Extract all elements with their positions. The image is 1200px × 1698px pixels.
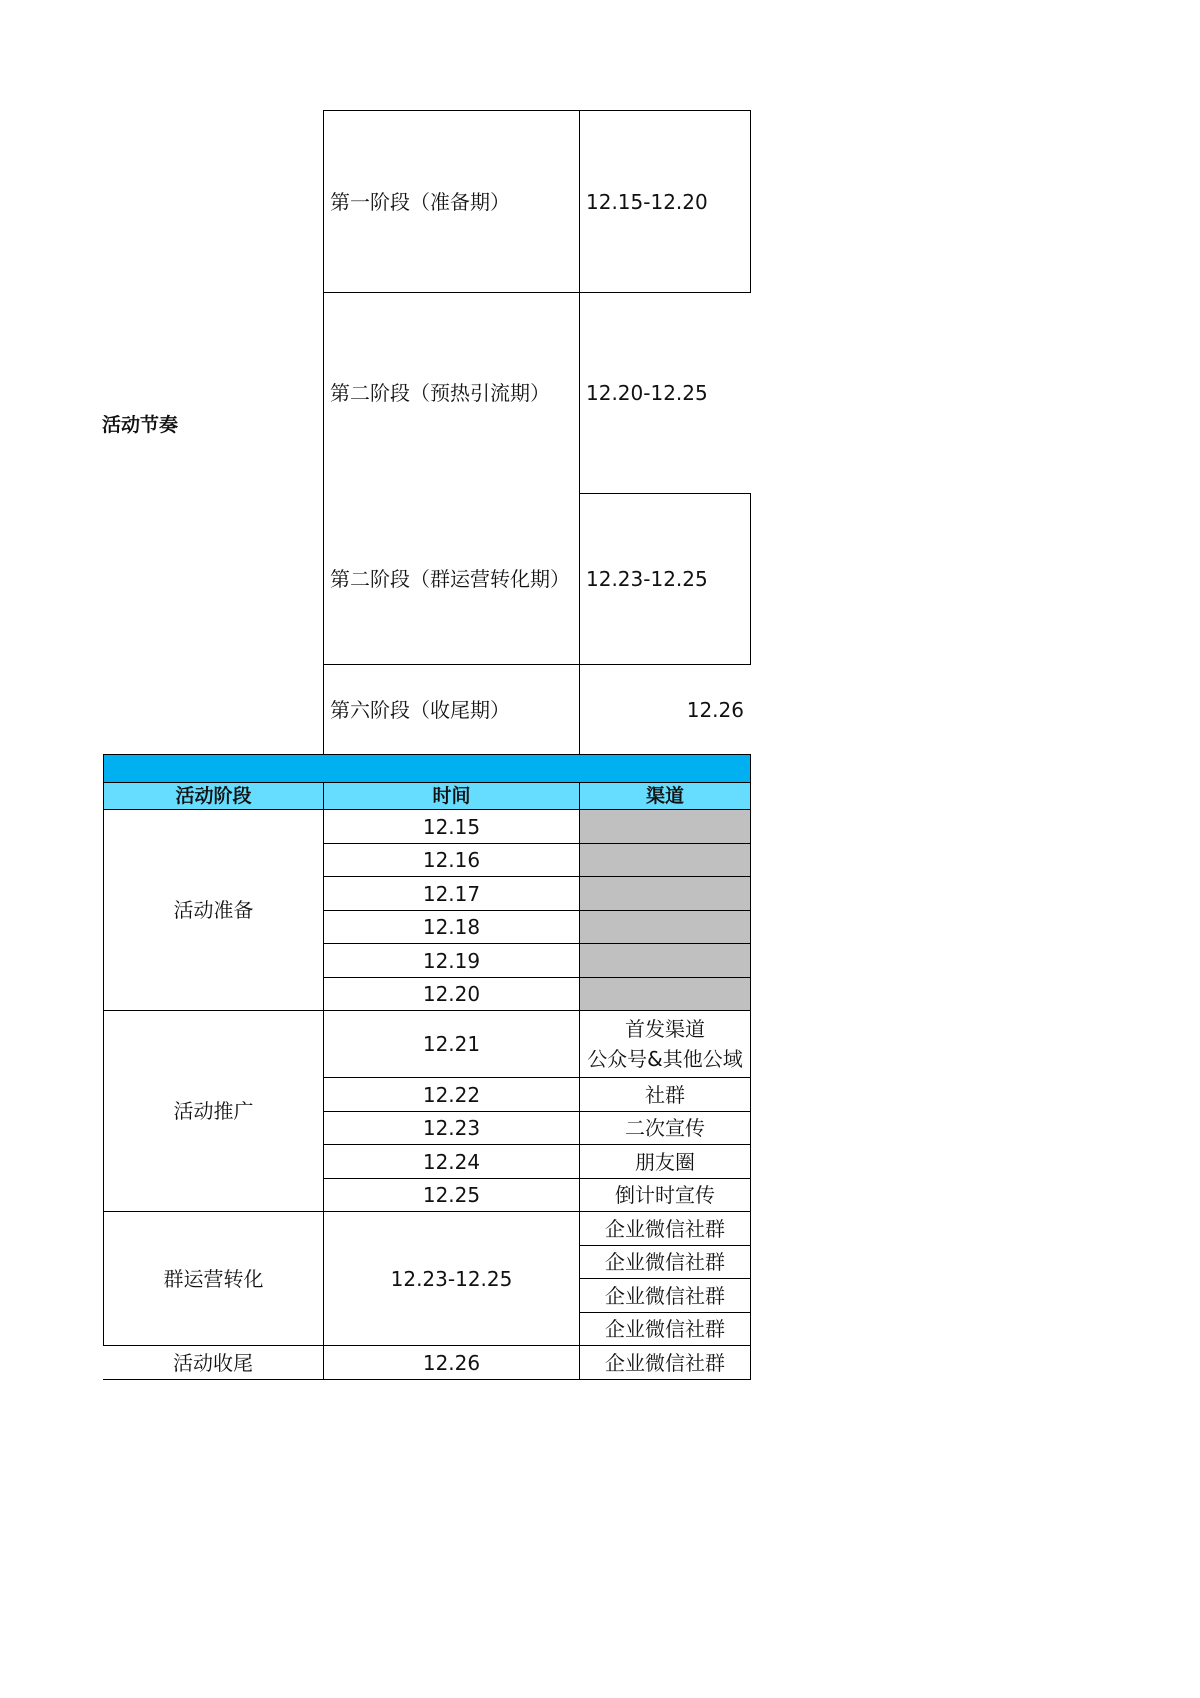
promo-channel-1-line2: 公众号&其他公域 [587,1047,743,1071]
phase-2-name: 第二阶段（预热引流期） [330,381,550,405]
prep-channel-3 [579,876,751,911]
closing-channel: 企业微信社群 [579,1345,751,1380]
prep-time-6: 12.20 [323,977,580,1011]
promo-channel-3: 二次宣传 [579,1111,751,1145]
conversion-channel-4: 企业微信社群 [579,1312,751,1346]
conversion-channel-1: 企业微信社群 [579,1211,751,1246]
promo-time-1: 12.21 [323,1010,580,1078]
promo-channel-1-line1: 首发渠道 [625,1017,705,1041]
prep-time-2: 12.16 [323,843,580,877]
conversion-channel-2: 企业微信社群 [579,1245,751,1279]
promo-channel-2: 社群 [579,1077,751,1112]
prep-channel-1 [579,809,751,844]
phase-4-name: 第六阶段（收尾期） [330,697,510,722]
prep-channel-6 [579,977,751,1011]
promo-channel-5: 倒计时宣传 [579,1178,751,1212]
phase-1-time: 12.15-12.20 [586,189,708,214]
prep-time-1: 12.15 [323,809,580,844]
promo-time-2: 12.22 [323,1077,580,1112]
phase-2-time: 12.20-12.25 [586,381,708,405]
rhythm-right-border-1 [750,110,751,292]
prep-channel-4 [579,910,751,944]
prep-time-4: 12.18 [323,910,580,944]
stage-conversion: 群运营转化 [103,1211,324,1346]
header-time: 时间 [323,782,580,810]
rhythm-right-border-3 [750,493,751,664]
promo-time-4: 12.24 [323,1144,580,1179]
phase-4-time: 12.26 [686,697,744,722]
phase-3-time: 12.23-12.25 [586,567,708,591]
phase-3-name: 第二阶段（群运营转化期） [330,567,570,591]
promo-channel-1 [579,1010,751,1078]
header-channel: 渠道 [579,782,751,810]
table-title-bar [103,754,751,783]
rhythm-label: 活动节奏 [102,413,179,436]
header-stage: 活动阶段 [103,782,324,810]
closing-time: 12.26 [323,1345,580,1380]
prep-time-5: 12.19 [323,943,580,978]
conversion-time: 12.23-12.25 [323,1211,580,1346]
stage-promo: 活动推广 [103,1010,324,1212]
promo-time-3: 12.23 [323,1111,580,1145]
phase-1-name: 第一阶段（准备期） [330,189,510,214]
stage-closing: 活动收尾 [103,1345,324,1380]
conversion-channel-3: 企业微信社群 [579,1278,751,1313]
promo-time-5: 12.25 [323,1178,580,1212]
prep-channel-5 [579,943,751,978]
prep-channel-2 [579,843,751,877]
promo-channel-4: 朋友圈 [579,1144,751,1179]
prep-time-3: 12.17 [323,876,580,911]
stage-prep: 活动准备 [103,809,324,1011]
